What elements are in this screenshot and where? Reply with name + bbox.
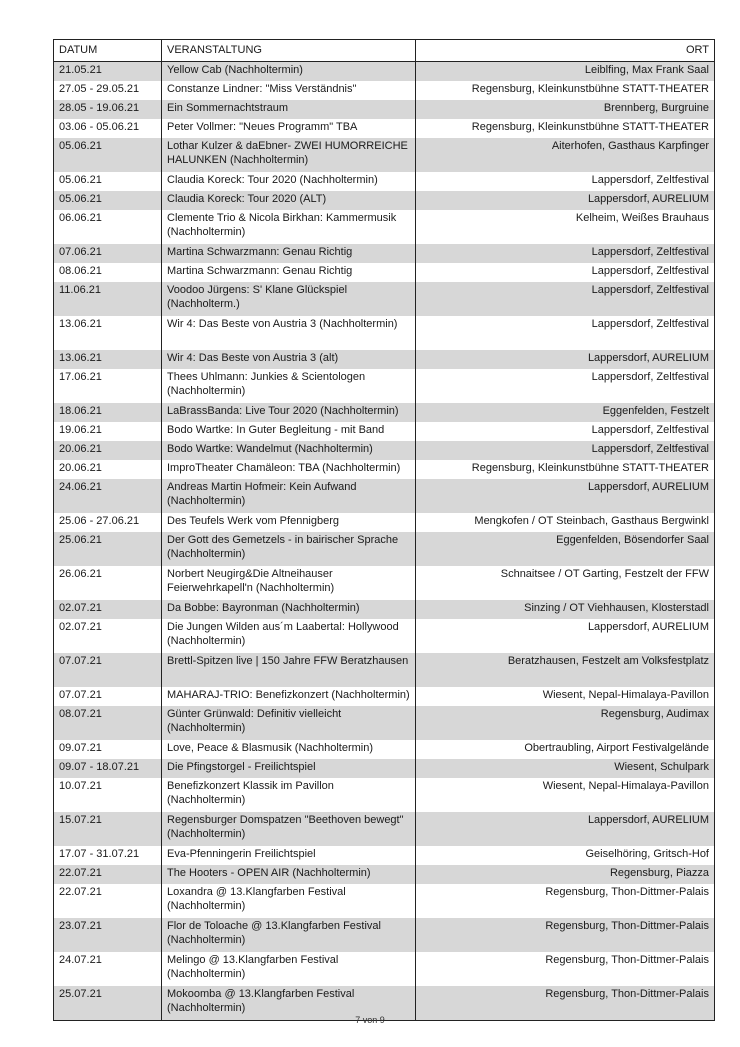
cell-ort: Regensburg, Thon-Dittmer-Palais <box>416 884 715 918</box>
cell-ort: Lappersdorf, Zeltfestival <box>416 316 715 350</box>
cell-ort: Lappersdorf, Zeltfestival <box>416 263 715 282</box>
cell-veranstaltung: Ein Sommernachtstraum <box>162 100 416 119</box>
table-row <box>54 566 715 600</box>
cell-veranstaltung: LaBrassBanda: Live Tour 2020 (Nachholtermin) <box>162 403 416 422</box>
cell-veranstaltung: Love, Peace & Blasmusik (Nachholtermin) <box>162 740 416 759</box>
header-row <box>54 40 715 62</box>
cell-datum: 09.07.21 <box>54 740 162 759</box>
cell-ort: Mengkofen / OT Steinbach, Gasthaus Bergwinkl <box>416 513 715 532</box>
table-row <box>54 687 715 706</box>
cell-datum: 27.05 - 29.05.21 <box>54 81 162 100</box>
cell-veranstaltung: Die Pfingstorgel - Freilichtspiel <box>162 759 416 778</box>
cell-datum: 19.06.21 <box>54 422 162 441</box>
cell-datum: 03.06 - 05.06.21 <box>54 119 162 138</box>
cell-ort: Beratzhausen, Festzelt am Volksfestplatz <box>416 653 715 687</box>
table-row <box>54 119 715 138</box>
cell-ort: Aiterhofen, Gasthaus Karpfinger <box>416 138 715 172</box>
cell-datum: 07.06.21 <box>54 244 162 263</box>
table-row <box>54 600 715 619</box>
cell-ort: Lappersdorf, Zeltfestival <box>416 369 715 403</box>
cell-veranstaltung: Wir 4: Das Beste von Austria 3 (Nachholtermin) <box>162 316 416 350</box>
cell-datum: 22.07.21 <box>54 884 162 918</box>
cell-veranstaltung: Lothar Kulzer & daEbner- ZWEI HUMORREICHE HALUNKEN (Nachholtermin) <box>162 138 416 172</box>
cell-datum: 17.06.21 <box>54 369 162 403</box>
cell-ort: Lappersdorf, Zeltfestival <box>416 172 715 191</box>
cell-veranstaltung: Thees Uhlmann: Junkies & Scientologen (Nachholtermin) <box>162 369 416 403</box>
cell-veranstaltung: Andreas Martin Hofmeir: Kein Aufwand (Nachholtermin) <box>162 479 416 513</box>
cell-ort: Sinzing / OT Viehhausen, Klosterstadl <box>416 600 715 619</box>
table-row <box>54 479 715 513</box>
cell-veranstaltung: Martina Schwarzmann: Genau Richtig <box>162 263 416 282</box>
table-row <box>54 422 715 441</box>
table-row <box>54 316 715 350</box>
table-row <box>54 532 715 566</box>
table-row <box>54 282 715 316</box>
cell-ort: Lappersdorf, AURELIUM <box>416 619 715 653</box>
cell-datum: 24.07.21 <box>54 952 162 986</box>
table-row <box>54 191 715 210</box>
table-row <box>54 263 715 282</box>
cell-datum: 25.06.21 <box>54 532 162 566</box>
cell-ort: Regensburg, Kleinkunstbühne STATT-THEATER <box>416 460 715 479</box>
cell-ort: Regensburg, Audimax <box>416 706 715 740</box>
table-row <box>54 81 715 100</box>
cell-veranstaltung: Günter Grünwald: Definitiv vielleicht (Nachholtermin) <box>162 706 416 740</box>
cell-ort: Regensburg, Piazza <box>416 865 715 884</box>
cell-datum: 02.07.21 <box>54 619 162 653</box>
table-row <box>54 210 715 244</box>
cell-datum: 23.07.21 <box>54 918 162 952</box>
cell-veranstaltung: Flor de Toloache @ 13.Klangfarben Festival (Nachholtermin) <box>162 918 416 952</box>
cell-ort: Regensburg, Thon-Dittmer-Palais <box>416 952 715 986</box>
header-ort: ORT <box>416 40 715 62</box>
table-body <box>54 62 715 1021</box>
cell-ort: Kelheim, Weißes Brauhaus <box>416 210 715 244</box>
cell-ort: Schnaitsee / OT Garting, Festzelt der FFW <box>416 566 715 600</box>
table-row <box>54 778 715 812</box>
cell-datum: 26.06.21 <box>54 566 162 600</box>
table-row <box>54 759 715 778</box>
header-datum: DATUM <box>54 40 162 62</box>
cell-veranstaltung: Der Gott des Gemetzels - in bairischer Sprache (Nachholtermin) <box>162 532 416 566</box>
table-row <box>54 740 715 759</box>
header-veranstaltung: VERANSTALTUNG <box>162 40 416 62</box>
cell-ort: Lappersdorf, AURELIUM <box>416 479 715 513</box>
event-table-container <box>53 39 714 1021</box>
page-number: 7 von 9 <box>355 1015 385 1025</box>
table-row <box>54 369 715 403</box>
cell-datum: 07.07.21 <box>54 687 162 706</box>
cell-datum: 20.06.21 <box>54 441 162 460</box>
cell-datum: 17.07 - 31.07.21 <box>54 846 162 865</box>
cell-datum: 05.06.21 <box>54 172 162 191</box>
cell-veranstaltung: Norbert Neugirg&Die Altneihauser Feierwehrkapell'n (Nachholtermin) <box>162 566 416 600</box>
cell-datum: 25.06 - 27.06.21 <box>54 513 162 532</box>
cell-ort: Lappersdorf, Zeltfestival <box>416 441 715 460</box>
cell-veranstaltung: MAHARAJ-TRIO: Benefizkonzert (Nachholtermin) <box>162 687 416 706</box>
cell-veranstaltung: Claudia Koreck: Tour 2020 (ALT) <box>162 191 416 210</box>
cell-datum: 05.06.21 <box>54 191 162 210</box>
table-row <box>54 350 715 369</box>
cell-datum: 25.07.21 <box>54 986 162 1021</box>
cell-veranstaltung: Eva-Pfenningerin Freilichtspiel <box>162 846 416 865</box>
cell-veranstaltung: Die Jungen Wilden aus´m Laabertal: Hollywood (Nachholtermin) <box>162 619 416 653</box>
cell-ort: Lappersdorf, Zeltfestival <box>416 282 715 316</box>
cell-datum: 21.05.21 <box>54 62 162 82</box>
cell-veranstaltung: Peter Vollmer: "Neues Programm" TBA <box>162 119 416 138</box>
cell-veranstaltung: Bodo Wartke: Wandelmut (Nachholtermin) <box>162 441 416 460</box>
cell-ort: Regensburg, Thon-Dittmer-Palais <box>416 918 715 952</box>
cell-ort: Wiesent, Nepal-Himalaya-Pavillon <box>416 687 715 706</box>
event-table <box>53 39 715 1021</box>
cell-datum: 08.07.21 <box>54 706 162 740</box>
cell-datum: 06.06.21 <box>54 210 162 244</box>
table-row <box>54 952 715 986</box>
cell-ort: Geiselhöring, Gritsch-Hof <box>416 846 715 865</box>
cell-ort: Lappersdorf, Zeltfestival <box>416 244 715 263</box>
cell-datum: 07.07.21 <box>54 653 162 687</box>
cell-datum: 20.06.21 <box>54 460 162 479</box>
table-row <box>54 619 715 653</box>
table-header <box>54 40 715 62</box>
cell-veranstaltung: Brettl-Spitzen live | 150 Jahre FFW Beratzhausen <box>162 653 416 687</box>
cell-veranstaltung: Loxandra @ 13.Klangfarben Festival (Nachholtermin) <box>162 884 416 918</box>
cell-datum: 28.05 - 19.06.21 <box>54 100 162 119</box>
table-row <box>54 846 715 865</box>
cell-ort: Regensburg, Kleinkunstbühne STATT-THEATER <box>416 119 715 138</box>
cell-veranstaltung: Des Teufels Werk vom Pfennigberg <box>162 513 416 532</box>
cell-ort: Brennberg, Burgruine <box>416 100 715 119</box>
cell-ort: Lappersdorf, Zeltfestival <box>416 422 715 441</box>
cell-ort: Wiesent, Schulpark <box>416 759 715 778</box>
cell-datum: 09.07 - 18.07.21 <box>54 759 162 778</box>
cell-veranstaltung: Bodo Wartke: In Guter Begleitung - mit Band <box>162 422 416 441</box>
table-row <box>54 403 715 422</box>
table-row <box>54 138 715 172</box>
cell-datum: 11.06.21 <box>54 282 162 316</box>
cell-datum: 24.06.21 <box>54 479 162 513</box>
cell-ort: Regensburg, Thon-Dittmer-Palais <box>416 986 715 1021</box>
table-row <box>54 172 715 191</box>
table-row <box>54 244 715 263</box>
cell-datum: 13.06.21 <box>54 316 162 350</box>
cell-ort: Lappersdorf, AURELIUM <box>416 191 715 210</box>
cell-datum: 08.06.21 <box>54 263 162 282</box>
cell-datum: 18.06.21 <box>54 403 162 422</box>
table-row <box>54 812 715 846</box>
cell-veranstaltung: Clemente Trio & Nicola Birkhan: Kammermusik (Nachholtermin) <box>162 210 416 244</box>
table-row <box>54 441 715 460</box>
cell-ort: Lappersdorf, AURELIUM <box>416 812 715 846</box>
cell-veranstaltung: The Hooters - OPEN AIR (Nachholtermin) <box>162 865 416 884</box>
table-row <box>54 460 715 479</box>
cell-ort: Eggenfelden, Bösendorfer Saal <box>416 532 715 566</box>
cell-veranstaltung: Constanze Lindner: "Miss Verständnis" <box>162 81 416 100</box>
cell-veranstaltung: Claudia Koreck: Tour 2020 (Nachholtermin) <box>162 172 416 191</box>
table-row <box>54 706 715 740</box>
cell-datum: 22.07.21 <box>54 865 162 884</box>
table-row <box>54 918 715 952</box>
table-row <box>54 62 715 82</box>
table-row <box>54 884 715 918</box>
cell-datum: 10.07.21 <box>54 778 162 812</box>
table-row <box>54 865 715 884</box>
cell-ort: Obertraubling, Airport Festivalgelände <box>416 740 715 759</box>
cell-veranstaltung: Da Bobbe: Bayronman (Nachholtermin) <box>162 600 416 619</box>
cell-veranstaltung: ImproTheater Chamäleon: TBA (Nachholtermin) <box>162 460 416 479</box>
table-row <box>54 100 715 119</box>
cell-datum: 15.07.21 <box>54 812 162 846</box>
cell-ort: Wiesent, Nepal-Himalaya-Pavillon <box>416 778 715 812</box>
cell-veranstaltung: Benefizkonzert Klassik im Pavillon (Nachholtermin) <box>162 778 416 812</box>
cell-ort: Eggenfelden, Festzelt <box>416 403 715 422</box>
table-row <box>54 653 715 687</box>
cell-datum: 02.07.21 <box>54 600 162 619</box>
cell-veranstaltung: Regensburger Domspatzen "Beethoven bewegt" (Nachholtermin) <box>162 812 416 846</box>
cell-veranstaltung: Yellow Cab (Nachholtermin) <box>162 62 416 82</box>
cell-datum: 13.06.21 <box>54 350 162 369</box>
table-row <box>54 513 715 532</box>
cell-ort: Lappersdorf, AURELIUM <box>416 350 715 369</box>
cell-veranstaltung: Wir 4: Das Beste von Austria 3 (alt) <box>162 350 416 369</box>
cell-veranstaltung: Voodoo Jürgens: S' Klane Glückspiel (Nachholterm.) <box>162 282 416 316</box>
cell-datum: 05.06.21 <box>54 138 162 172</box>
cell-veranstaltung: Martina Schwarzmann: Genau Richtig <box>162 244 416 263</box>
cell-ort: Leiblfing, Max Frank Saal <box>416 62 715 82</box>
cell-veranstaltung: Mokoomba @ 13.Klangfarben Festival (Nachholtermin) <box>162 986 416 1021</box>
cell-ort: Regensburg, Kleinkunstbühne STATT-THEATER <box>416 81 715 100</box>
cell-veranstaltung: Melingo @ 13.Klangfarben Festival (Nachholtermin) <box>162 952 416 986</box>
